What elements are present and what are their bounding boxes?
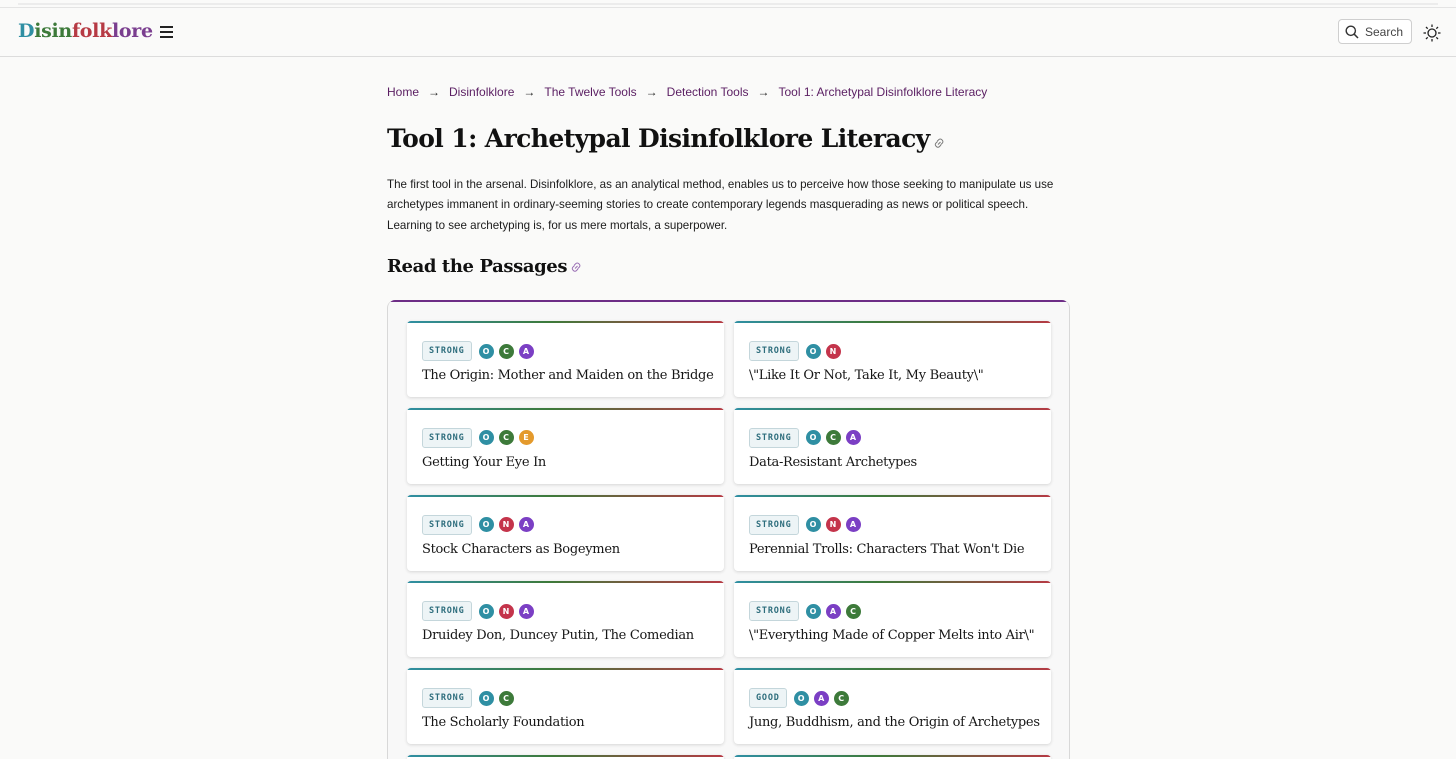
passage-card[interactable] (734, 408, 1051, 484)
search-icon (1345, 25, 1359, 39)
tag-dot: O (479, 430, 494, 445)
passage-badges (749, 515, 866, 535)
passage-card[interactable] (734, 668, 1051, 744)
card-accent-bar (407, 668, 724, 670)
anchor-link-icon[interactable] (569, 257, 583, 278)
passage-title[interactable]: The Origin: Mother and Maiden on the Bridge (422, 368, 714, 383)
tag-dot: O (806, 344, 821, 359)
card-accent-bar (734, 668, 1051, 670)
rating-badge: STRONG (749, 341, 799, 361)
passage-card[interactable] (407, 321, 724, 397)
breadcrumb-link[interactable]: Tool 1: Archetypal Disinfolklore Literacy (778, 85, 988, 99)
card-accent-bar (734, 321, 1051, 323)
passage-card[interactable] (407, 755, 724, 759)
rating-badge: STRONG (422, 515, 472, 535)
section-title (387, 256, 583, 278)
passage-card[interactable] (407, 495, 724, 571)
card-accent-bar (407, 581, 724, 583)
tag-dot: O (794, 691, 809, 706)
menu-icon[interactable] (160, 26, 173, 38)
site-logo[interactable] (18, 20, 153, 42)
anchor-link-icon[interactable] (932, 126, 946, 155)
passage-badges (422, 341, 539, 361)
rating-badge: STRONG (422, 601, 472, 621)
tag-dot: A (846, 517, 861, 532)
passage-title[interactable]: Jung, Buddhism, and the Origin of Archetypes (749, 715, 1040, 731)
card-accent-bar (407, 495, 724, 497)
passage-badges (422, 601, 539, 621)
card-accent-bar (734, 581, 1051, 583)
breadcrumb-arrow-icon: → (645, 85, 658, 99)
passage-badges (749, 341, 846, 361)
passage-card[interactable] (734, 495, 1051, 571)
passage-card[interactable] (407, 668, 724, 744)
passage-badges (749, 688, 854, 708)
card-accent-bar (407, 755, 724, 757)
section-title-text: Read the Passages (387, 256, 568, 277)
intro-paragraph: The first tool in the arsenal. Disinfolklore, as an analytical method, enables us to perceive how those seeking to manipulate us use archetypes immanent in ordinary-seeming stories to create contemporary legends masquerading as news or political speech. Learning to see archetyping is, for us mere mortals, a superpower. (387, 178, 1054, 232)
logo-part: isin (34, 20, 72, 42)
passage-card[interactable] (407, 581, 724, 657)
tag-dot: N (499, 604, 514, 619)
rating-badge: GOOD (749, 688, 787, 708)
window-top-strip (0, 0, 1456, 8)
tag-dot: O (806, 604, 821, 619)
tag-dot: C (499, 691, 514, 706)
tag-dot: O (479, 604, 494, 619)
rating-badge: STRONG (749, 515, 799, 535)
passage-title[interactable]: Druidey Don, Duncey Putin, The Comedian (422, 628, 694, 644)
passage-card[interactable] (407, 408, 724, 484)
passage-title[interactable]: Stock Characters as Bogeymen (422, 541, 620, 557)
passage-title[interactable]: Perennial Trolls: Characters That Won't Die (749, 541, 1025, 557)
breadcrumb-arrow-icon: → (523, 85, 536, 99)
tag-dot: O (479, 517, 494, 532)
breadcrumb-link[interactable]: The Twelve Tools (544, 85, 637, 99)
card-accent-bar (407, 408, 724, 410)
breadcrumb-link[interactable]: Detection Tools (666, 85, 749, 99)
tag-dot: N (499, 517, 514, 532)
tag-dot: N (826, 517, 841, 532)
passage-badges (422, 688, 519, 708)
rating-badge: STRONG (422, 688, 472, 708)
passage-card[interactable] (734, 321, 1051, 397)
tag-dot: C (846, 604, 861, 619)
page-title-text: Tool 1: Archetypal Disinfolklore Literacy (387, 124, 930, 153)
tag-dot: O (806, 517, 821, 532)
card-accent-bar (734, 495, 1051, 497)
tag-dot: A (519, 517, 534, 532)
passage-title[interactable]: \"Like It Or Not, Take It, My Beauty\" (749, 368, 984, 383)
rating-badge: STRONG (749, 601, 799, 621)
passage-title[interactable]: Data-Resistant Archetypes (749, 454, 917, 470)
card-accent-bar (734, 408, 1051, 410)
rating-badge: STRONG (749, 428, 799, 448)
breadcrumb-arrow-icon: → (757, 85, 770, 99)
tag-dot: A (519, 604, 534, 619)
passage-title[interactable]: Getting Your Eye In (422, 454, 546, 470)
tag-dot: A (814, 691, 829, 706)
tag-dot: C (834, 691, 849, 706)
site-header (0, 8, 1456, 57)
passage-badges (749, 428, 866, 448)
passage-badges (422, 515, 539, 535)
tag-dot: O (479, 344, 494, 359)
page-title (387, 124, 946, 155)
breadcrumb-arrow-icon: → (428, 85, 441, 99)
tag-dot: C (826, 430, 841, 445)
tag-dot: A (826, 604, 841, 619)
rating-badge: STRONG (422, 341, 472, 361)
passage-title[interactable]: The Scholarly Foundation (422, 715, 585, 731)
search-button[interactable] (1338, 19, 1412, 44)
passage-badges (749, 601, 866, 621)
tag-dot: E (519, 430, 534, 445)
rating-badge: STRONG (422, 428, 472, 448)
passage-title[interactable]: \"Everything Made of Copper Melts into Air\" (749, 628, 1035, 644)
card-accent-bar (734, 755, 1051, 757)
breadcrumb-link[interactable]: Disinfolklore (449, 85, 515, 99)
breadcrumb-link[interactable]: Home (387, 85, 420, 99)
passage-card[interactable] (734, 581, 1051, 657)
passages-grid (387, 300, 1070, 759)
tag-dot: N (826, 344, 841, 359)
tag-dot: O (479, 691, 494, 706)
logo-part: folk (71, 20, 112, 42)
tag-dot: C (499, 344, 514, 359)
passage-card[interactable] (734, 755, 1051, 759)
tag-dot: A (846, 430, 861, 445)
tag-dot: O (806, 430, 821, 445)
tag-dot: C (499, 430, 514, 445)
breadcrumb (387, 85, 987, 99)
tag-dot: A (519, 344, 534, 359)
logo-part: lore (111, 20, 153, 42)
passage-badges (422, 428, 539, 448)
card-accent-bar (407, 321, 724, 323)
theme-toggle-sun-icon[interactable] (1423, 24, 1441, 42)
logo-part: D (18, 20, 35, 42)
search-label: Search (1365, 24, 1404, 39)
